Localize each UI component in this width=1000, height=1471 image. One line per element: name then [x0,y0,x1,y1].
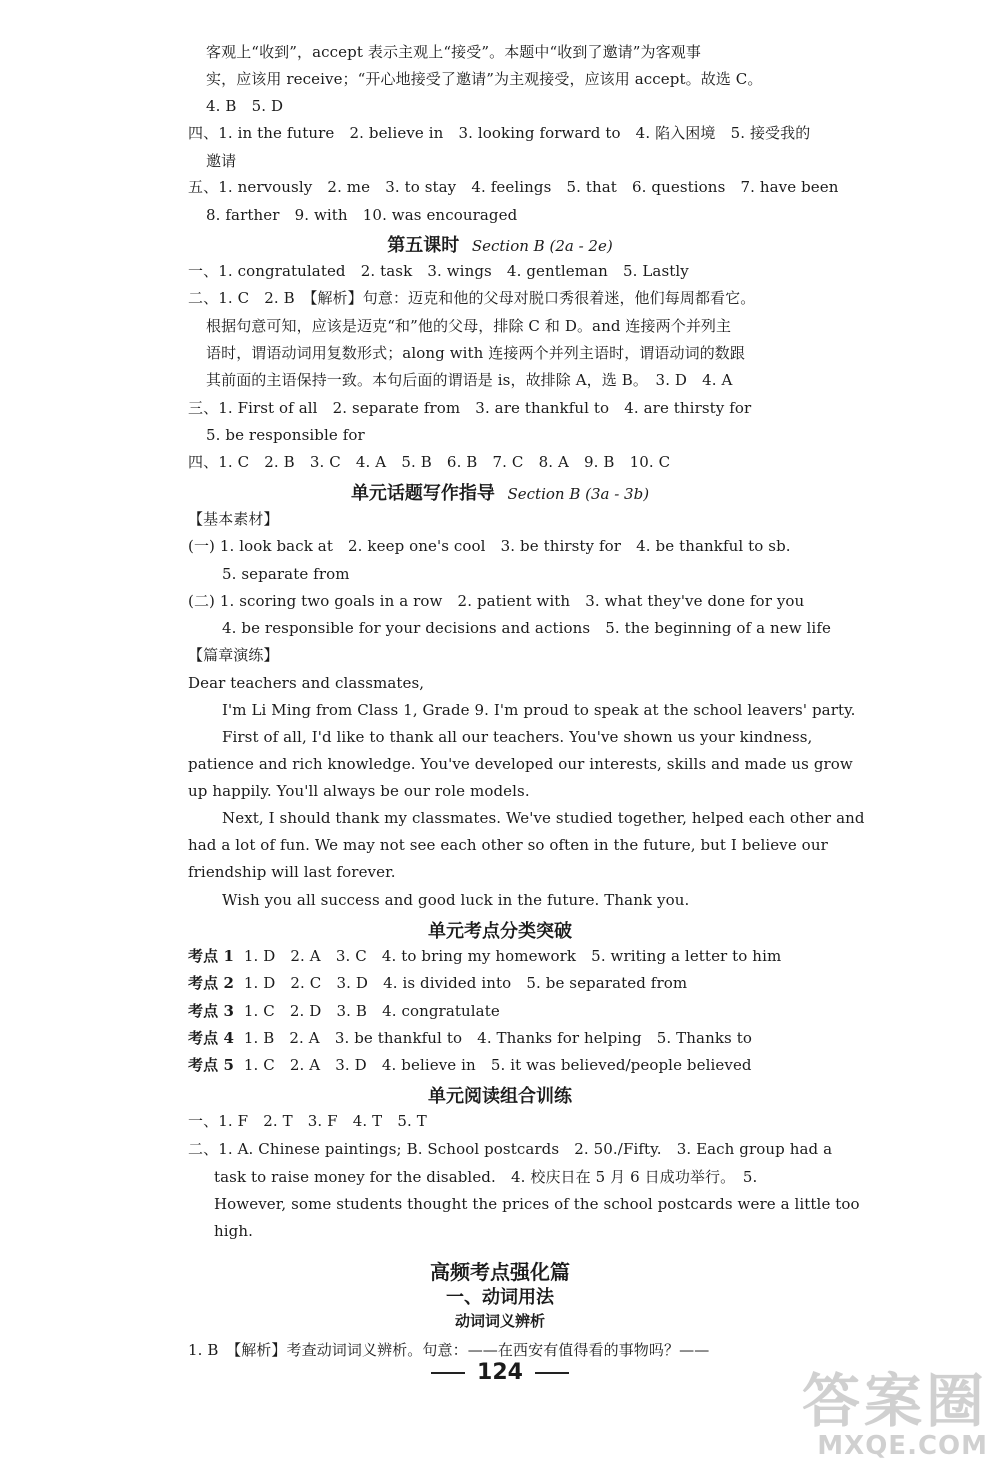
watermark-logo: 答案圈 [801,1367,988,1435]
section-title-main: 第五课时 [387,235,460,256]
page-number-dash-right [535,1372,569,1374]
key-point-row [188,946,781,966]
text-line: 5. separate from [222,565,350,583]
subsection-title: 动词词义辨析 [454,1312,545,1330]
text-line: (一) 1. look back at 2. keep one's cool 3. be thirsty for 4. be thankful to sb. [188,537,791,555]
text-line: high. [214,1222,253,1240]
key-point-row [188,973,687,993]
text-line: 实，应该用 receive；“开心地接受了邀请”为主观接受，应该用 accept。故选 C。 [206,70,763,88]
section-title: 单元考点分类突破 [428,921,572,942]
text-line: 二、1. A. Chinese paintings; B. School postcards 2. 50./Fifty. 3. Each group had a [188,1140,833,1158]
text-line: 邀请 [206,152,237,170]
text-line: (二) 1. scoring two goals in a row 2. patient with 3. what they've done for you [188,592,805,610]
key-point-answers: 1. D 2. A 3. C 4. to bring my homework 5. writing a letter to him [243,947,782,965]
section-title-main: 单元话题写作指导 [350,483,495,504]
text-line: 根据句意可知，应该是迈克“和”他的父母，排除 C 和 D。and 连接两个并列主 [206,317,732,335]
essay-line: Next, I should thank my classmates. We've studied together, helped each other and [222,809,865,827]
section-title: 单元阅读组合训练 [428,1086,572,1107]
watermark-url: MXQE.COM [817,1431,988,1461]
essay-line: First of all, I'd like to thank all our teachers. You've shown us your kindness, [222,728,813,746]
text-line: 4. B 5. D [206,97,284,115]
section-title [0,231,1000,257]
key-point-label: 考点 4 [188,1029,235,1047]
text-line: 【篇章演练】 [188,646,279,664]
essay-line: friendship will last forever. [188,863,396,881]
text-line: 二、1. C 2. B 【解析】句意：迈克和他的父母对脱口秀很着迷，他们每周都看它。 [188,289,756,307]
key-point-answers: 1. C 2. A 3. D 4. believe in 5. it was believed/people believed [243,1056,752,1074]
section-title-sub: Section B (3a - 3b) [507,485,650,503]
key-point-label: 考点 3 [188,1002,235,1020]
text-line: 一、1. F 2. T 3. F 4. T 5. T [188,1112,427,1130]
text-line: 一、1. congratulated 2. task 3. wings 4. gentleman 5. Lastly [188,262,689,280]
watermark [801,1367,988,1461]
essay-line: I'm Li Ming from Class 1, Grade 9. I'm proud to speak at the school leavers' party. [222,701,856,719]
key-point-row [188,1055,752,1075]
essay-line: Dear teachers and classmates, [188,674,425,692]
key-point-row [188,1001,500,1021]
text-line: However, some students thought the prices of the school postcards were a little too [214,1195,860,1213]
key-point-answers: 1. B 2. A 3. be thankful to 4. Thanks for helping 5. Thanks to [243,1029,752,1047]
text-line: 5. be responsible for [206,426,365,444]
part-title: 高频考点强化篇 [430,1260,570,1284]
text-line: 【基本素材】 [188,510,279,528]
text-line: 四、1. C 2. B 3. C 4. A 5. B 6. B 7. C 8. A 9. B 10. C [188,453,671,471]
key-point-answers: 1. C 2. D 3. B 4. congratulate [243,1002,500,1020]
section-title [0,479,1000,505]
text-line: 4. be responsible for your decisions and actions 5. the beginning of a new life [222,619,831,637]
text-line: 四、1. in the future 2. believe in 3. looking forward to 4. 陷入困境 5. 接受我的 [188,124,811,142]
essay-line: Wish you all success and good luck in the future. Thank you. [222,891,690,909]
essay-line: up happily. You'll always be our role models. [188,782,530,800]
text-line: 8. farther 9. with 10. was encouraged [206,206,518,224]
text-line: task to raise money for the disabled. 4. 校庆日在 5 月 6 日成功举行。 5. [214,1168,758,1186]
text-line: 五、1. nervously 2. me 3. to stay 4. feelings 5. that 6. questions 7. have been [188,178,839,196]
text-line: 其前面的主语保持一致。本句后面的谓语是 is，故排除 A，选 B。 3. D 4. A [206,371,733,389]
essay-line: patience and rich knowledge. You've developed our interests, skills and made us grow [188,755,853,773]
key-point-label: 考点 1 [188,947,235,965]
essay-line: had a lot of fun. We may not see each other so often in the future, but I believe our [188,836,828,854]
text-line: 1. B 【解析】考查动词词义辨析。句意：——在西安有值得看的事物吗？—— [188,1341,710,1359]
text-line: 语时，谓语动词用复数形式；along with 连接两个并列主语时，谓语动词的数跟 [206,344,745,362]
key-point-answers: 1. D 2. C 3. D 4. is divided into 5. be separated from [243,974,688,992]
text-line: 三、1. First of all 2. separate from 3. are thankful to 4. are thirsty for [188,399,752,417]
key-point-label: 考点 2 [188,974,235,992]
chapter-title: 一、动词用法 [446,1287,554,1308]
text-line: 客观上“收到”，accept 表示主观上“接受”。本题中“收到了邀请”为客观事 [206,43,701,61]
page-number-value: 124 [477,1360,523,1385]
section-title-sub: Section B (2a - 2e) [471,237,613,255]
key-point-label: 考点 5 [188,1056,235,1074]
page-number-dash-left [431,1372,465,1374]
key-point-row [188,1028,752,1048]
